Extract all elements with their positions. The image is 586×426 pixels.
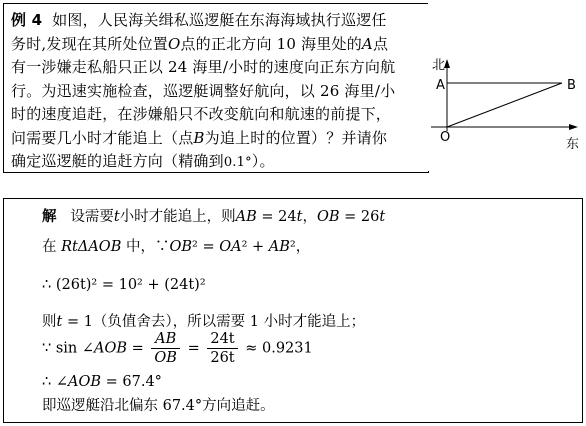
- point-a-label: A: [436, 78, 445, 93]
- sol-var: AB: [268, 239, 290, 255]
- sol-text: = 26: [344, 209, 380, 225]
- problem-line-2c: 点的正北方向 10 海里处的: [180, 34, 362, 53]
- solution-line-2: [42, 235, 310, 256]
- sol-text: ≈ 0.9231: [245, 340, 313, 357]
- frac-num: AB: [151, 330, 180, 349]
- problem-line-2a: 务时,发现在其所处位置: [11, 34, 168, 53]
- geometry-diagram: [428, 3, 583, 171]
- sol-var: Rt: [61, 239, 78, 255]
- sol-text: ² +: [241, 239, 265, 255]
- sol-text: =: [131, 340, 144, 357]
- sol-var: AB: [235, 209, 257, 225]
- frac-den: OB: [154, 350, 177, 366]
- sol-var: OA: [219, 239, 242, 255]
- sol-text: 则: [42, 314, 57, 330]
- sol-var: OB: [316, 209, 340, 225]
- solution-line-4: [42, 310, 365, 331]
- sol-text: ∴: [42, 374, 52, 390]
- sol-var: t: [113, 209, 120, 225]
- point-b-label: B: [567, 78, 576, 93]
- problem-text: [11, 9, 423, 175]
- problem-line-5: 时的速度追赶，在涉嫌船只不改变航向和航速的前提下，: [11, 105, 392, 123]
- problem-line-7c: ）。: [251, 152, 275, 170]
- problem-line-4: 行。为迅速实施检查，巡逻艇调整好航向，以 26 海里/小: [11, 81, 396, 100]
- solution-line-5: [42, 330, 313, 367]
- problem-box: [3, 3, 429, 173]
- sol-var: t: [56, 314, 63, 330]
- sol-text: 在: [42, 239, 57, 255]
- sol-text: 中，∵: [125, 239, 170, 255]
- point-b-ref: B: [193, 128, 205, 147]
- example-label: 例 4: [11, 11, 43, 29]
- east-label: 东: [566, 137, 580, 152]
- sol-text: ² =: [192, 239, 215, 255]
- problem-line-1: 如图，人民海关缉私巡逻艇在东海海域执行巡逻任: [52, 11, 387, 29]
- sol-var: OB: [169, 239, 193, 255]
- precision-value: 0.1°: [223, 155, 252, 170]
- frac-den: 26t: [210, 350, 235, 366]
- problem-line-3: 有一涉嫌走私船只正以 24 海里/小时的速度向正东方向航: [11, 58, 396, 76]
- sol-var: t: [296, 209, 303, 225]
- point-a-ref: A: [361, 34, 373, 53]
- problem-line-6c: 为追上时的位置）？并请你: [204, 128, 388, 147]
- solution-line-7: 即巡逻艇沿北偏东 67.4°方向追赶。: [42, 398, 275, 414]
- sol-text: ∵ sin: [42, 340, 78, 357]
- problem-line-7a: 确定巡逻艇的追赶方向（精确到: [11, 152, 224, 170]
- diagram-box: [428, 3, 583, 171]
- sol-text: = 24: [261, 209, 297, 225]
- sol-var: ∠AOB: [81, 340, 128, 357]
- sol-text: = 67.4°: [105, 374, 162, 390]
- fraction-ab-ob: [151, 330, 180, 367]
- east-arrow: [569, 124, 578, 130]
- sol-var: ∠AOB: [55, 374, 102, 390]
- sol-text: 设需要: [70, 209, 114, 225]
- point-o-label: O: [440, 130, 451, 145]
- segment-ob: [447, 83, 562, 127]
- sol-text: 小时才能追上，则: [119, 209, 236, 225]
- problem-line-6a: 问需要几小时才能追上（点: [11, 128, 194, 147]
- point-o-ref: O: [167, 34, 181, 53]
- solution-line-1: [42, 205, 385, 226]
- sol-text: ²，: [289, 239, 311, 255]
- north-label: 北: [432, 58, 446, 73]
- solution-line-3: ∴ (26t)² = 10² + (24t)²: [42, 277, 206, 293]
- sol-text: = 1（负值舍去），所以需要 1 小时才能追上；: [66, 314, 366, 330]
- solution-label: 解: [42, 209, 57, 225]
- solution-line-6: [42, 374, 162, 390]
- frac-num: 24t: [207, 330, 237, 349]
- sol-var: t: [379, 209, 386, 225]
- solution-box: [3, 198, 583, 423]
- fraction-24t-26t: [207, 330, 237, 367]
- problem-line-2e: 点: [372, 34, 389, 53]
- sol-text: =: [187, 340, 200, 357]
- sol-var: ΔAOB: [77, 239, 122, 255]
- sol-text: ，: [302, 209, 317, 225]
